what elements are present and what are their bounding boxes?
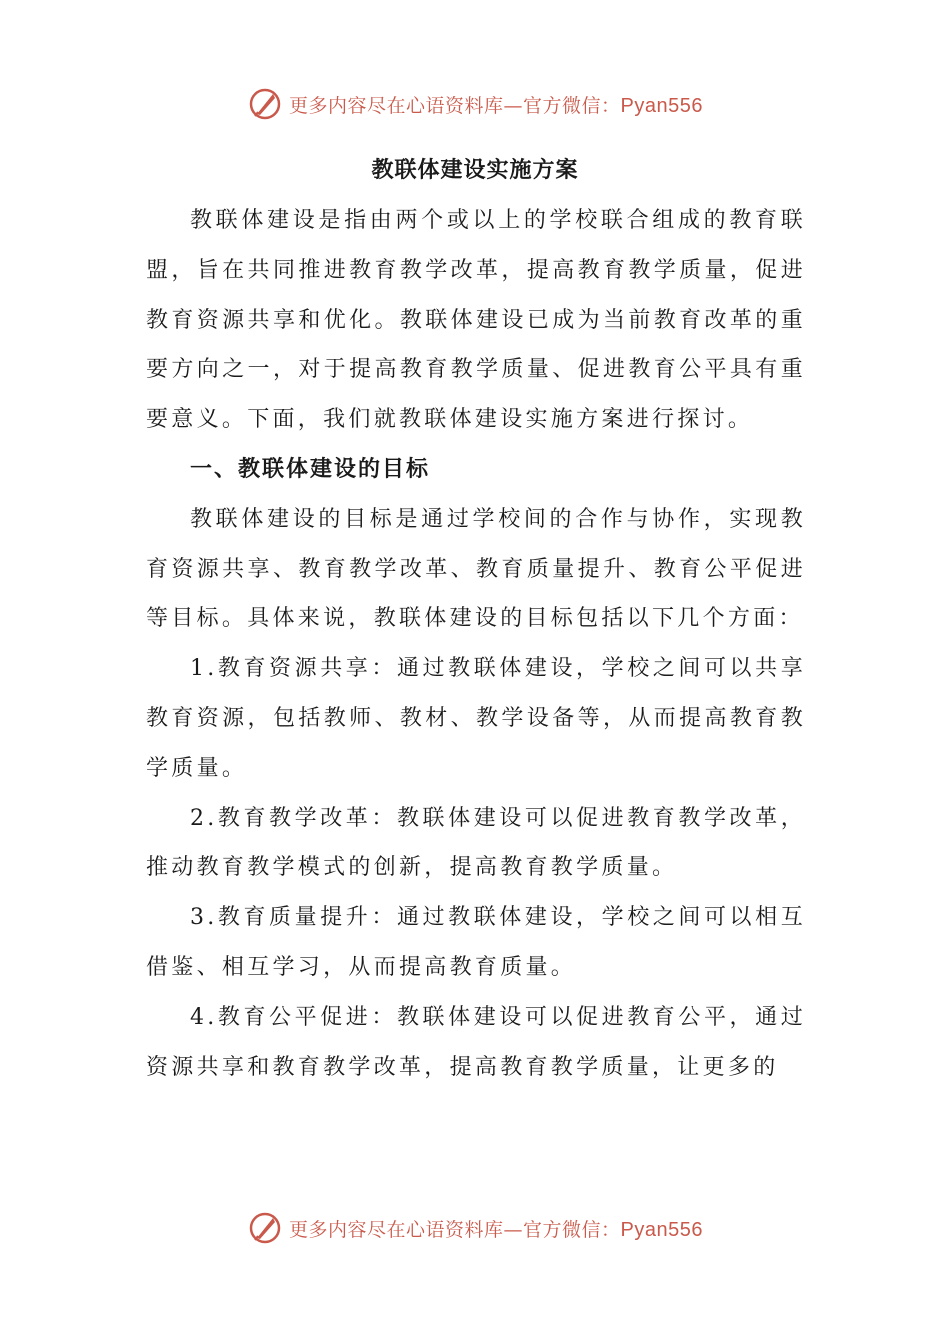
document-body (146, 196, 806, 1092)
watermark-text: 更多内容尽在心语资料库—官方微信：Pyan556 (289, 94, 703, 117)
page-title: 教联体建设实施方案 (371, 157, 579, 183)
section-paragraph: 教联体建设的目标是通过学校间的合作与协作，实现教育资源共享、教育教学改革、教育质量提升、教育公平促进等目标。具体来说，教联体建设的目标包括以下几个方面： (146, 506, 806, 632)
watermark-footer (0, 1208, 950, 1248)
section-heading: 一、教联体建设的目标 (190, 455, 431, 482)
list-item: 2.教育教学改革：教联体建设可以促进教育教学改革，推动教育教学模式的创新，提高教育教学质量。 (146, 805, 806, 881)
list-item: 4.教育公平促进：教联体建设可以促进教育公平，通过资源共享和教育教学改革，提高教育教学质量，让更多的 (146, 1004, 806, 1080)
watermark-text: 更多内容尽在心语资料库—官方微信：Pyan556 (289, 1218, 703, 1241)
intro-paragraph: 教联体建设是指由两个或以上的学校联合组成的教育联盟，旨在共同推进教育教学改革，提高教育教学质量，促进教育资源共享和优化。教联体建设已成为当前教育改革的重要方向之一，对于提高教育教学质量、促进教育公平具有重要意义。下面，我们就教联体建设实施方案进行探讨。 (146, 208, 806, 433)
list-item: 1.教育资源共享：通过教联体建设，学校之间可以共享教育资源，包括教师、教材、教学设备等，从而提高教育教学质量。 (146, 656, 806, 781)
list-item: 3.教育质量提升：通过教联体建设，学校之间可以相互借鉴、相互学习，从而提高教育质量。 (146, 905, 806, 980)
quill-logo-icon (247, 86, 283, 122)
quill-logo-icon (247, 1210, 283, 1246)
watermark-header (0, 84, 950, 124)
